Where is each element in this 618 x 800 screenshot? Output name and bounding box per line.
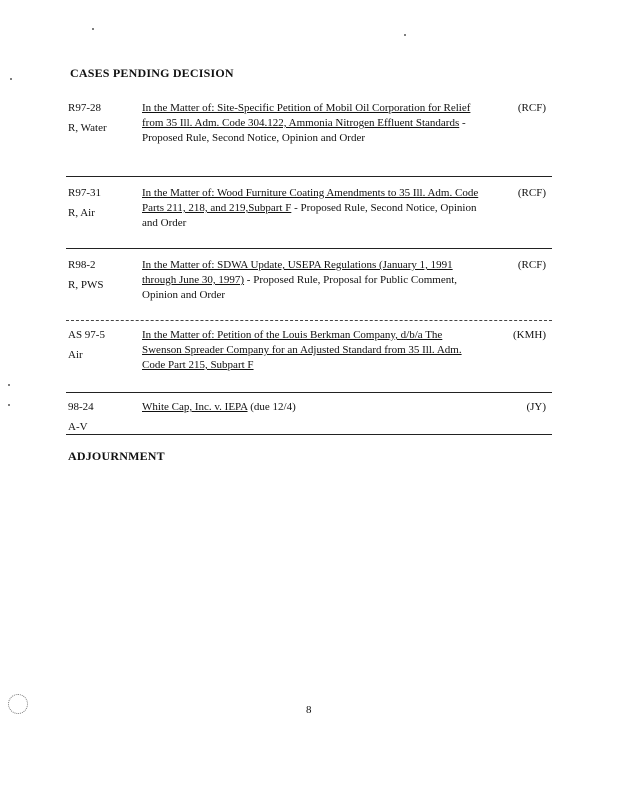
case-description	[142, 400, 482, 415]
case-entry	[68, 101, 550, 161]
case-status: - Proposed Rule, Proposal for Public Comment, Opinion and Order	[142, 274, 458, 301]
case-divider	[66, 392, 552, 393]
case-status: - Proposed Rule, Second Notice, Opinion and Order	[142, 117, 466, 144]
case-divider	[66, 176, 552, 177]
scan-speck	[8, 404, 10, 406]
case-docket-number: 98-24	[68, 401, 94, 413]
case-description	[142, 328, 482, 373]
case-attorney: (RCF)	[517, 187, 546, 199]
scan-speck	[10, 78, 12, 80]
case-type: A-V	[68, 421, 88, 433]
case-attorney: (JY)	[526, 401, 546, 413]
section-heading-cases-pending-decision: CASES PENDING DECISION	[70, 66, 234, 80]
punch-hole	[8, 694, 28, 714]
case-docket-number: R97-31	[68, 187, 101, 199]
case-description	[142, 186, 482, 231]
case-status: (due 12/4)	[247, 401, 296, 413]
case-divider	[66, 434, 552, 435]
case-description	[142, 258, 482, 303]
case-attorney: (RCF)	[517, 259, 546, 271]
scan-speck	[404, 34, 406, 36]
case-description	[142, 101, 482, 146]
case-status: - Proposed Rule, Second Notice, Opinion and Order	[142, 202, 477, 229]
case-title: White Cap, Inc. v. IEPA	[142, 401, 248, 413]
case-entry	[68, 258, 550, 303]
section-heading-adjournment: ADJOURNMENT	[68, 449, 165, 463]
case-docket-number: AS 97-5	[68, 329, 105, 341]
case-type: R, Water	[68, 122, 107, 134]
case-divider	[66, 248, 552, 249]
case-attorney: (RCF)	[517, 102, 546, 114]
case-type: R, Air	[68, 207, 95, 219]
case-docket-number: R98-2	[68, 259, 96, 271]
case-attorney: (KMH)	[513, 329, 546, 341]
case-entry	[68, 186, 550, 231]
case-entry	[68, 328, 550, 373]
page-number: 8	[306, 704, 312, 716]
case-docket-number: R97-28	[68, 102, 101, 114]
case-title: In the Matter of: Wood Furniture Coating Amendments to 35 Ill. Adm. Code Parts 211, 218, and 219,Subpart F	[142, 187, 479, 214]
case-title: In the Matter of: SDWA Update, USEPA Regulations (January 1, 1991 through June 30, 1997)	[142, 259, 453, 286]
scan-speck	[8, 384, 10, 386]
case-type: Air	[68, 349, 83, 361]
case-divider	[66, 320, 552, 321]
case-type: R, PWS	[68, 279, 104, 291]
case-title: In the Matter of: Site-Specific Petition of Mobil Oil Corporation for Relief from 35 Ill. Adm. Code 304.122, Ammonia Nitrogen Effluent Standards	[142, 102, 471, 129]
case-title: In the Matter of: Petition of the Louis Berkman Company, d/b/a The Swenson Spreader Company for an Adjusted Standard from 35 Ill. Adm. Code Part 215, Subpart F	[142, 329, 462, 371]
case-entry	[68, 400, 550, 433]
scan-speck	[92, 28, 94, 30]
